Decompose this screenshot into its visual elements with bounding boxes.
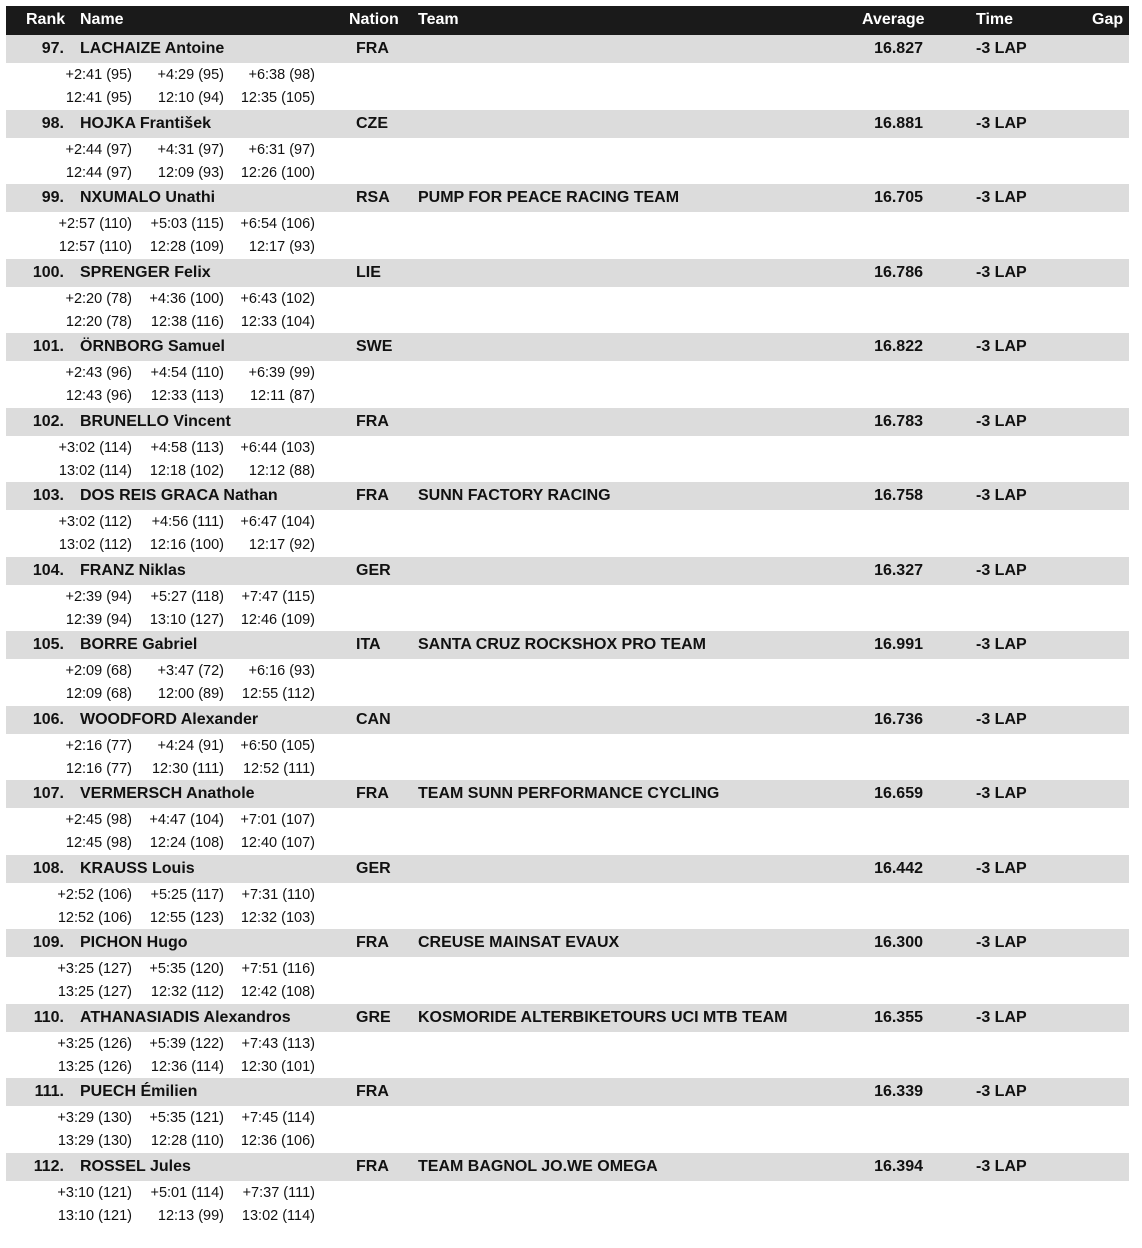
rider-average: 16.786 <box>874 264 923 281</box>
header-name: Name <box>80 11 124 28</box>
rider-average: 16.355 <box>874 1009 923 1026</box>
rider-lap-splits <box>6 463 326 483</box>
rider-average: 16.394 <box>874 1158 923 1175</box>
rider-time: -3 LAP <box>976 189 1027 206</box>
rider-entry <box>6 855 1129 929</box>
rider-average: 16.442 <box>874 860 923 877</box>
rider-main-row <box>6 482 1129 510</box>
rider-entry <box>6 929 1129 1003</box>
split-gap-3: +7:31 (110) <box>241 887 315 903</box>
rider-lap-splits <box>6 537 326 557</box>
split-gap-3: +6:16 (93) <box>248 663 315 679</box>
rider-lap-splits <box>6 686 326 706</box>
header-nation: Nation <box>349 11 399 28</box>
split-lap-3: 12:12 (88) <box>248 463 315 479</box>
rider-average: 16.881 <box>874 115 923 132</box>
rider-gap-splits <box>6 216 326 236</box>
split-lap-3: 12:30 (101) <box>240 1059 315 1075</box>
rider-time: -3 LAP <box>976 115 1027 132</box>
split-lap-2: 12:30 (111) <box>151 761 224 777</box>
rider-nation: FRA <box>356 1158 389 1175</box>
split-lap-1: 12:43 (96) <box>65 388 132 404</box>
rider-rank: 104. <box>32 562 64 579</box>
rider-rank: 109. <box>32 934 64 951</box>
rider-rank: 107. <box>32 785 64 802</box>
rider-main-row <box>6 408 1129 436</box>
split-lap-3: 12:26 (100) <box>240 165 315 181</box>
split-lap-2: 12:24 (108) <box>149 835 224 851</box>
rider-rank: 111. <box>34 1083 64 1100</box>
rider-time: -3 LAP <box>976 1158 1027 1175</box>
header-team: Team <box>418 11 459 28</box>
split-gap-2: +5:25 (117) <box>150 887 224 903</box>
split-lap-2: 12:32 (112) <box>150 984 224 1000</box>
split-lap-1: 12:57 (110) <box>58 239 132 255</box>
split-gap-1: +3:25 (127) <box>57 961 132 977</box>
rider-team: KOSMORIDE ALTERBIKETOURS UCI MTB TEAM <box>418 1009 788 1026</box>
split-gap-2: +4:29 (95) <box>157 67 224 83</box>
rider-main-row <box>6 1078 1129 1106</box>
rider-time: -3 LAP <box>976 413 1027 430</box>
rider-lap-splits <box>6 910 326 930</box>
rider-name: NXUMALO Unathi <box>80 189 216 206</box>
rider-nation: GRE <box>356 1009 391 1026</box>
split-lap-3: 12:36 (106) <box>240 1133 315 1149</box>
split-gap-2: +4:24 (91) <box>157 738 224 754</box>
rider-team: TEAM SUNN PERFORMANCE CYCLING <box>418 785 720 802</box>
rider-name: KRAUSS Louis <box>80 860 195 877</box>
split-gap-3: +6:44 (103) <box>240 440 315 456</box>
header-rank: Rank <box>26 11 66 28</box>
rider-nation: FRA <box>356 487 389 504</box>
split-gap-1: +2:57 (110) <box>58 216 132 232</box>
rider-gap-splits <box>6 812 326 832</box>
rider-name: DOS REIS GRACA Nathan <box>80 487 278 504</box>
rider-nation: CAN <box>356 711 391 728</box>
split-gap-1: +3:10 (121) <box>57 1185 132 1201</box>
rider-entry <box>6 184 1129 258</box>
split-lap-1: 13:25 (127) <box>57 984 132 1000</box>
rider-nation: FRA <box>356 1083 389 1100</box>
rider-name: BRUNELLO Vincent <box>80 413 231 430</box>
rider-entry <box>6 557 1129 631</box>
rider-nation: FRA <box>356 934 389 951</box>
split-gap-2: +5:39 (122) <box>149 1036 224 1052</box>
split-lap-3: 12:33 (104) <box>240 314 315 330</box>
rider-rank: 108. <box>32 860 64 877</box>
rider-time: -3 LAP <box>976 934 1027 951</box>
rider-nation: FRA <box>356 413 389 430</box>
rider-time: -3 LAP <box>976 264 1027 281</box>
rider-entry <box>6 1078 1129 1152</box>
rider-name: ROSSEL Jules <box>80 1158 191 1175</box>
rider-gap-splits <box>6 142 326 162</box>
split-gap-2: +4:36 (100) <box>149 291 224 307</box>
split-lap-1: 13:02 (112) <box>58 537 132 553</box>
split-gap-1: +3:29 (130) <box>57 1110 132 1126</box>
rider-name: LACHAIZE Antoine <box>80 40 225 57</box>
rider-time: -3 LAP <box>976 1083 1027 1100</box>
split-lap-3: 12:17 (93) <box>248 239 315 255</box>
rider-nation: CZE <box>356 115 388 132</box>
rider-main-row <box>6 557 1129 585</box>
rider-rank: 98. <box>41 115 64 132</box>
split-lap-1: 12:16 (77) <box>65 761 132 777</box>
rider-gap-splits <box>6 887 326 907</box>
split-gap-3: +6:54 (106) <box>240 216 315 232</box>
split-gap-3: +6:31 (97) <box>248 142 315 158</box>
rider-lap-splits <box>6 165 326 185</box>
rider-nation: LIE <box>356 264 381 281</box>
rider-main-row <box>6 631 1129 659</box>
rider-rank: 112. <box>33 1158 64 1175</box>
split-lap-2: 12:36 (114) <box>150 1059 224 1075</box>
rider-lap-splits <box>6 314 326 334</box>
rider-time: -3 LAP <box>976 860 1027 877</box>
split-lap-2: 12:09 (93) <box>157 165 224 181</box>
split-gap-3: +6:47 (104) <box>240 514 315 530</box>
rider-nation: GER <box>356 860 391 877</box>
rider-main-row <box>6 706 1129 734</box>
rider-nation: FRA <box>356 785 389 802</box>
rider-gap-splits <box>6 365 326 385</box>
split-gap-2: +5:03 (115) <box>150 216 224 232</box>
rider-name: PUECH Émilien <box>80 1083 198 1100</box>
rider-entry <box>6 1153 1129 1227</box>
split-lap-1: 12:41 (95) <box>65 90 132 106</box>
split-gap-1: +3:02 (112) <box>58 514 132 530</box>
split-lap-1: 12:20 (78) <box>65 314 132 330</box>
rider-name: FRANZ Niklas <box>80 562 186 579</box>
split-gap-1: +2:45 (98) <box>65 812 132 828</box>
rider-nation: GER <box>356 562 391 579</box>
split-lap-1: 13:02 (114) <box>58 463 132 479</box>
rider-entry <box>6 259 1129 333</box>
rider-rank: 103. <box>32 487 64 504</box>
split-gap-2: +4:58 (113) <box>150 440 224 456</box>
rider-nation: FRA <box>356 40 389 57</box>
rider-rank: 102. <box>32 413 64 430</box>
split-gap-1: +3:25 (126) <box>57 1036 132 1052</box>
split-lap-2: 12:13 (99) <box>157 1208 224 1224</box>
rider-main-row <box>6 855 1129 883</box>
split-gap-3: +7:47 (115) <box>241 589 315 605</box>
split-lap-3: 12:35 (105) <box>240 90 315 106</box>
split-gap-1: +2:20 (78) <box>65 291 132 307</box>
split-lap-3: 12:42 (108) <box>240 984 315 1000</box>
rider-entry <box>6 408 1129 482</box>
split-gap-3: +7:45 (114) <box>241 1110 315 1126</box>
split-gap-1: +2:41 (95) <box>65 67 132 83</box>
split-lap-2: 13:10 (127) <box>149 612 224 628</box>
rider-nation: SWE <box>356 338 393 355</box>
rider-time: -3 LAP <box>976 562 1027 579</box>
rider-name: WOODFORD Alexander <box>80 711 259 728</box>
split-gap-2: +5:01 (114) <box>150 1185 224 1201</box>
rider-entry <box>6 631 1129 705</box>
rider-gap-splits <box>6 1110 326 1130</box>
rider-main-row <box>6 333 1129 361</box>
header-time: Time <box>976 11 1014 28</box>
rider-entry <box>6 1004 1129 1078</box>
rider-rank: 105. <box>32 636 64 653</box>
results-header <box>6 6 1129 35</box>
rider-lap-splits <box>6 761 326 781</box>
rider-nation: ITA <box>356 636 381 653</box>
rider-team: CREUSE MAINSAT EVAUX <box>418 934 620 951</box>
rider-gap-splits <box>6 738 326 758</box>
rider-rank: 100. <box>32 264 64 281</box>
rider-time: -3 LAP <box>976 785 1027 802</box>
rider-name: PICHON Hugo <box>80 934 188 951</box>
split-gap-1: +2:44 (97) <box>65 142 132 158</box>
rider-rank: 101. <box>32 338 64 355</box>
rider-gap-splits <box>6 514 326 534</box>
rider-rank: 97. <box>41 40 64 57</box>
split-gap-1: +3:02 (114) <box>58 440 132 456</box>
rider-time: -3 LAP <box>976 40 1027 57</box>
rider-lap-splits <box>6 388 326 408</box>
split-gap-3: +6:38 (98) <box>248 67 315 83</box>
rider-rank: 106. <box>32 711 64 728</box>
rider-average: 16.991 <box>874 636 923 653</box>
rider-name: HOJKA František <box>80 115 211 132</box>
split-gap-2: +4:56 (111) <box>151 514 224 530</box>
rider-rank: 99. <box>41 189 64 206</box>
rider-main-row <box>6 780 1129 808</box>
rider-average: 16.339 <box>874 1083 923 1100</box>
rider-gap-splits <box>6 291 326 311</box>
rider-entry <box>6 110 1129 184</box>
split-gap-3: +6:39 (99) <box>248 365 315 381</box>
rider-average: 16.705 <box>874 189 923 206</box>
header-gap: Gap <box>1092 11 1124 28</box>
rider-average: 16.783 <box>874 413 923 430</box>
split-lap-1: 12:39 (94) <box>65 612 132 628</box>
split-lap-3: 12:52 (111) <box>242 761 315 777</box>
split-gap-1: +2:52 (106) <box>57 887 132 903</box>
split-gap-2: +5:35 (121) <box>149 1110 224 1126</box>
split-lap-1: 12:09 (68) <box>65 686 132 702</box>
rider-lap-splits <box>6 90 326 110</box>
rider-gap-splits <box>6 589 326 609</box>
rider-name: VERMERSCH Anathole <box>80 785 255 802</box>
split-lap-3: 12:40 (107) <box>240 835 315 851</box>
rider-gap-splits <box>6 1036 326 1056</box>
split-lap-1: 13:10 (121) <box>57 1208 132 1224</box>
rider-name: BORRE Gabriel <box>80 636 198 653</box>
rider-name: ATHANASIADIS Alexandros <box>80 1009 291 1026</box>
rider-entry <box>6 333 1129 407</box>
rider-team: SANTA CRUZ ROCKSHOX PRO TEAM <box>418 636 706 653</box>
split-lap-2: 12:38 (116) <box>150 314 224 330</box>
rider-lap-splits <box>6 1059 326 1079</box>
split-lap-1: 12:52 (106) <box>57 910 132 926</box>
rider-lap-splits <box>6 835 326 855</box>
split-gap-3: +6:43 (102) <box>240 291 315 307</box>
split-gap-2: +4:47 (104) <box>149 812 224 828</box>
split-lap-2: 12:33 (113) <box>150 388 224 404</box>
split-lap-2: 12:18 (102) <box>149 463 224 479</box>
rider-average: 16.758 <box>874 487 923 504</box>
split-gap-1: +2:43 (96) <box>65 365 132 381</box>
split-lap-3: 12:17 (92) <box>248 537 315 553</box>
split-gap-3: +7:01 (107) <box>240 812 315 828</box>
rider-average: 16.736 <box>874 711 923 728</box>
split-gap-2: +4:31 (97) <box>157 142 224 158</box>
split-lap-2: 12:28 (109) <box>149 239 224 255</box>
split-lap-3: 12:55 (112) <box>241 686 315 702</box>
split-gap-2: +3:47 (72) <box>157 663 224 679</box>
rider-time: -3 LAP <box>976 338 1027 355</box>
split-gap-3: +7:51 (116) <box>241 961 315 977</box>
split-lap-3: 13:02 (114) <box>241 1208 315 1224</box>
rider-name: ÖRNBORG Samuel <box>80 338 225 355</box>
split-gap-2: +5:27 (118) <box>150 589 224 605</box>
rider-gap-splits <box>6 67 326 87</box>
rider-average: 16.822 <box>874 338 923 355</box>
split-gap-3: +7:43 (113) <box>241 1036 315 1052</box>
split-lap-1: 13:25 (126) <box>57 1059 132 1075</box>
rider-entry <box>6 706 1129 780</box>
header-average: Average <box>862 11 925 28</box>
rider-time: -3 LAP <box>976 487 1027 504</box>
split-gap-3: +6:50 (105) <box>240 738 315 754</box>
rider-main-row <box>6 110 1129 138</box>
split-gap-1: +2:09 (68) <box>65 663 132 679</box>
split-gap-1: +2:39 (94) <box>65 589 132 605</box>
rider-gap-splits <box>6 440 326 460</box>
split-lap-2: 12:00 (89) <box>157 686 224 702</box>
rider-lap-splits <box>6 612 326 632</box>
split-gap-2: +4:54 (110) <box>150 365 224 381</box>
split-lap-2: 12:16 (100) <box>149 537 224 553</box>
rider-nation: RSA <box>356 189 390 206</box>
rider-time: -3 LAP <box>976 1009 1027 1026</box>
split-lap-3: 12:32 (103) <box>240 910 315 926</box>
rider-team: SUNN FACTORY RACING <box>418 487 611 504</box>
rider-lap-splits <box>6 1133 326 1153</box>
rider-average: 16.327 <box>874 562 923 579</box>
rider-average: 16.300 <box>874 934 923 951</box>
split-lap-3: 12:46 (109) <box>240 612 315 628</box>
split-gap-3: +7:37 (111) <box>242 1185 315 1201</box>
rider-gap-splits <box>6 1185 326 1205</box>
rider-lap-splits <box>6 1208 326 1228</box>
rider-gap-splits <box>6 663 326 683</box>
rider-name: SPRENGER Felix <box>80 264 211 281</box>
rider-average: 16.827 <box>874 40 923 57</box>
rider-entry <box>6 35 1129 109</box>
split-lap-1: 12:45 (98) <box>65 835 132 851</box>
split-gap-1: +2:16 (77) <box>65 738 132 754</box>
split-lap-1: 12:44 (97) <box>65 165 132 181</box>
rider-team: TEAM BAGNOL JO.WE OMEGA <box>418 1158 658 1175</box>
split-lap-1: 13:29 (130) <box>57 1133 132 1149</box>
split-gap-2: +5:35 (120) <box>149 961 224 977</box>
rider-main-row <box>6 35 1129 63</box>
split-lap-2: 12:55 (123) <box>149 910 224 926</box>
rider-time: -3 LAP <box>976 711 1027 728</box>
rider-main-row <box>6 929 1129 957</box>
split-lap-3: 12:11 (87) <box>249 388 315 404</box>
split-lap-2: 12:28 (110) <box>150 1133 224 1149</box>
rider-team: PUMP FOR PEACE RACING TEAM <box>418 189 680 206</box>
rider-main-row <box>6 184 1129 212</box>
rider-rank: 110. <box>33 1009 64 1026</box>
rider-average: 16.659 <box>874 785 923 802</box>
rider-lap-splits <box>6 239 326 259</box>
rider-lap-splits <box>6 984 326 1004</box>
rider-main-row <box>6 1004 1129 1032</box>
rider-time: -3 LAP <box>976 636 1027 653</box>
rider-gap-splits <box>6 961 326 981</box>
split-lap-2: 12:10 (94) <box>157 90 224 106</box>
rider-main-row <box>6 259 1129 287</box>
rider-entry <box>6 780 1129 854</box>
rider-entry <box>6 482 1129 556</box>
rider-main-row <box>6 1153 1129 1181</box>
